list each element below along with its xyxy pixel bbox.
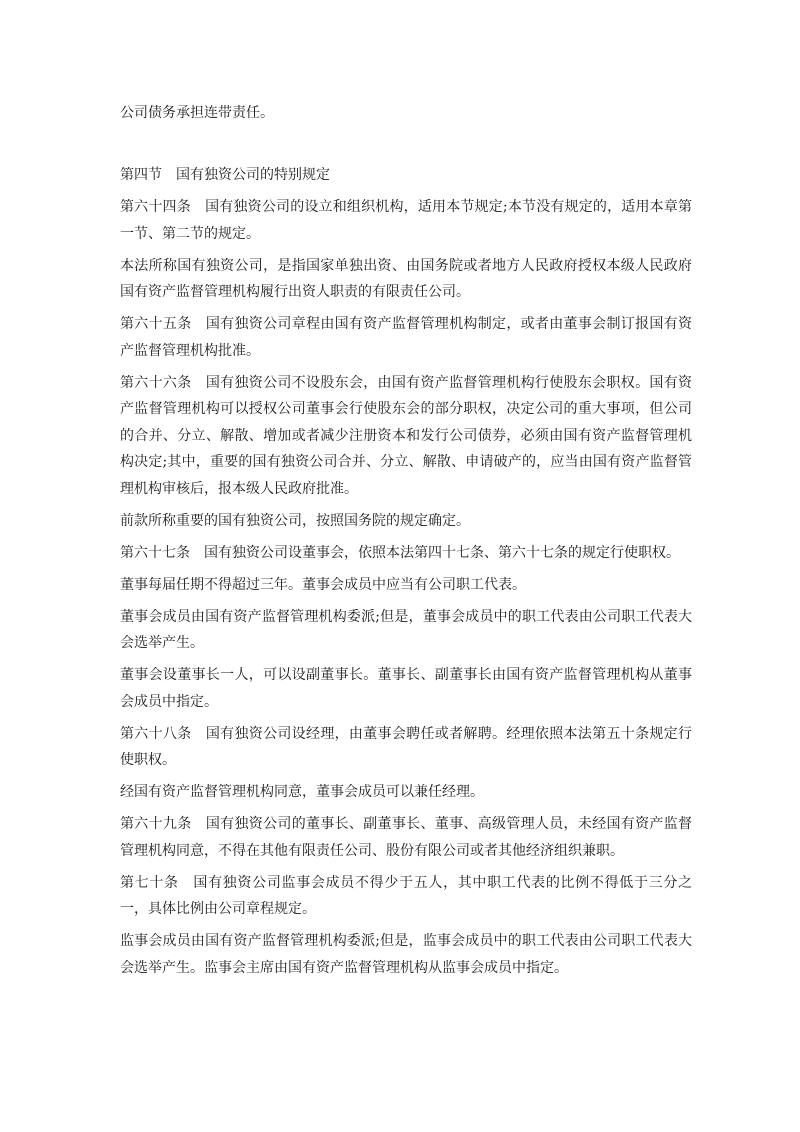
lead-text: 公司债务承担连带责任。 — [120, 105, 274, 121]
article-number: 第六十五条 — [120, 316, 192, 332]
article-text: 国有独资公司章程由国有资产监督管理机构制定，或者由董事会制订报国有资产监督管理机构批准。 — [120, 316, 693, 359]
article-paragraph — [120, 311, 692, 364]
article-number: 第六十四条 — [120, 199, 191, 215]
body-paragraph — [120, 928, 692, 981]
paragraph-text: 监事会成员由国有资产监督管理机构委派;但是，监事会成员中的职工代表由公司职工代表大会选举产生。监事会主席由国有资产监督管理机构从监事会成员中指定。 — [120, 933, 692, 976]
paragraph-text: 董事会成员由国有资产监督管理机构委派;但是，董事会成员中的职工代表由公司职工代表大会选举产生。 — [120, 608, 692, 651]
section-title: 国有独资公司的特别规定 — [176, 167, 330, 183]
article-text: 国有独资公司的董事长、副董事长、董事、高级管理人员，未经国有资产监督管理机构同意，不得在其他有限责任公司、股份有限公司或者其他经济组织兼职。 — [120, 816, 693, 859]
body-paragraph — [120, 779, 692, 806]
article-number: 第七十条 — [120, 874, 179, 891]
article-text: 国有独资公司设经理，由董事会聘任或者解聘。经理依照本法第五十条规定行使职权。 — [120, 725, 693, 768]
paragraph-text: 董事会设董事长一人，可以设副董事长。董事长、副董事长由国有资产监督管理机构从董事会成员中指定。 — [120, 667, 692, 710]
article-text: 国有独资公司监事会成员不得少于五人，其中职工代表的比例不得低于三分之一，具体比例由公司章程规定。 — [120, 874, 693, 917]
article-text: 国有独资公司不设股东会，由国有资产监督管理机构行使股东会职权。国有资产监督管理机构可以授权公司董事会行使股东会的部分职权，决定公司的重大事项，但公司的合并、分立、解散、增加或者减少注册资本和发行公司债券，必须由国有资产监督管理机构决定;其中，重要的国有独资公司合并、分立、解散、申请破产的，应当由国有资产监督管理机构审核后，报本级人民政府批准。 — [120, 374, 693, 497]
section-number: 第四节 — [120, 167, 162, 183]
body-paragraph — [120, 662, 692, 715]
article-paragraph — [120, 540, 692, 567]
paragraph-text: 董事每届任期不得超过三年。董事会成员中应当有公司职工代表。 — [120, 576, 526, 593]
article-paragraph — [120, 721, 692, 774]
document-page — [120, 100, 692, 987]
article-paragraph — [120, 370, 692, 503]
paragraph-text: 前款所称重要的国有独资公司，按照国务院的规定确定。 — [120, 512, 470, 529]
body-paragraph — [120, 253, 692, 306]
article-paragraph — [120, 811, 692, 864]
article-number: 第六十九条 — [120, 816, 192, 832]
body-paragraph — [120, 604, 692, 657]
paragraph-text: 经国有资产监督管理机构同意，董事会成员可以兼任经理。 — [120, 784, 484, 800]
article-paragraph — [120, 194, 692, 247]
article-number: 第六十七条 — [120, 544, 190, 561]
body-paragraph — [120, 508, 692, 535]
paragraph-text: 本法所称国有独资公司，是指国家单独出资、由国务院或者地方人民政府授权本级人民政府国有资产监督管理机构履行出资人职责的有限责任公司。 — [120, 257, 692, 300]
article-paragraph — [120, 870, 692, 923]
lead-paragraph — [120, 100, 692, 127]
section-heading — [120, 162, 692, 189]
article-number: 第六十六条 — [120, 374, 192, 391]
article-text: 国有独资公司设董事会，依照本法第四十七条、第六十七条的规定行使职权。 — [204, 544, 680, 561]
article-number: 第六十八条 — [120, 725, 192, 742]
body-paragraph — [120, 572, 692, 599]
section-gap — [120, 132, 692, 162]
article-text: 国有独资公司的设立和组织机构，适用本节规定;本节没有规定的，适用本章第一节、第二节的规定。 — [120, 199, 693, 242]
